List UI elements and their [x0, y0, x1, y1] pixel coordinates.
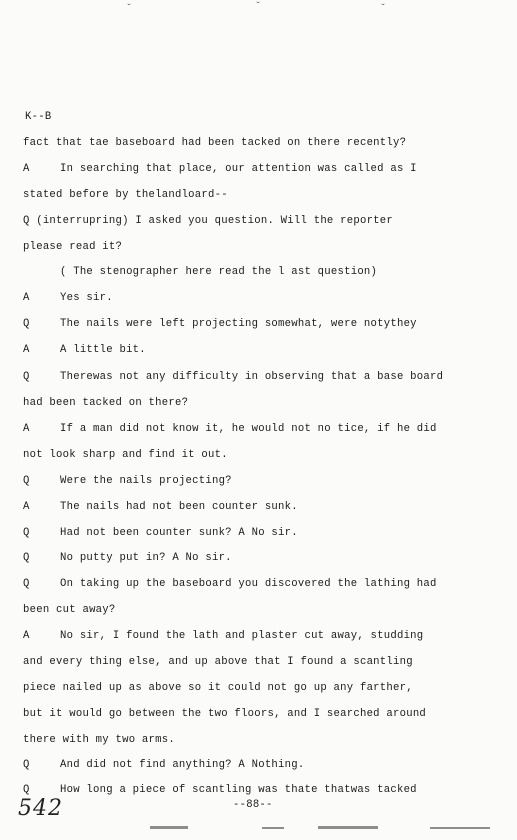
speaker-label: Q	[23, 318, 30, 330]
line-text: fact that tae baseboard had been tacked on there recently?	[23, 137, 407, 149]
speaker-label: A	[23, 292, 30, 304]
line-text: not look sharp and find it out.	[23, 449, 228, 461]
line-text: ( The stenographer here read the l ast question)	[60, 266, 378, 278]
speaker-label: A	[23, 501, 30, 513]
bottom-smudge	[262, 827, 284, 829]
line-text: Had not been counter sunk? A No sir.	[60, 527, 298, 539]
line-text: there with my two arms.	[23, 734, 175, 746]
line-text: piece nailed up as above so it could not go up any farther,	[23, 682, 413, 694]
speaker-label: Q	[23, 371, 30, 383]
line-text: If a man did not know it, he would not no tice, if he did	[60, 423, 437, 435]
line-text: Q (interrupring) I asked you question. Will the reporter	[23, 215, 394, 227]
line-text: Yes sir.	[60, 292, 113, 304]
top-smudge-right: ˇ	[380, 4, 387, 15]
line-text: The nails were left projecting somewhat, were notythey	[60, 318, 417, 330]
line-text: In searching that place, our attention was called as I	[60, 163, 417, 175]
line-text: On taking up the baseboard you discovered the lathing had	[60, 578, 437, 590]
bottom-smudge	[430, 827, 490, 829]
page-header-code: K--B	[25, 111, 52, 123]
line-text: had been tacked on there?	[23, 397, 189, 409]
page-number: --88--	[233, 799, 273, 811]
speaker-label: A	[23, 630, 30, 642]
line-text: And did not find anything? A Nothing.	[60, 759, 305, 771]
speaker-label: Q	[23, 552, 30, 564]
speaker-label: Q	[23, 784, 30, 796]
line-text: but it would go between the two floors, and I searched around	[23, 708, 427, 720]
line-text: No sir, I found the lath and plaster cut away, studding	[60, 630, 424, 642]
speaker-label: Q	[23, 475, 30, 487]
speaker-label: A	[23, 163, 30, 175]
line-text: How long a piece of scantling was thate thatwas tacked	[60, 784, 417, 796]
speaker-label: A	[23, 423, 30, 435]
top-smudge-center: ˇ	[255, 2, 262, 13]
top-smudge-left: ˇ	[126, 4, 133, 15]
speaker-label: Q	[23, 527, 30, 539]
line-text: No putty put in? A No sir.	[60, 552, 232, 564]
line-text: A little bit.	[60, 344, 146, 356]
speaker-label: Q	[23, 578, 30, 590]
line-text: Were the nails projecting?	[60, 475, 232, 487]
handwritten-page-number: 542	[18, 796, 63, 821]
speaker-label: A	[23, 344, 30, 356]
line-text: please read it?	[23, 241, 123, 253]
line-text: been cut away?	[23, 604, 116, 616]
line-text: stated before by thelandloard--	[23, 189, 228, 201]
bottom-smudge	[150, 826, 188, 829]
speaker-label: Q	[23, 759, 30, 771]
line-text: The nails had not been counter sunk.	[60, 501, 298, 513]
bottom-smudge	[318, 826, 378, 829]
line-text: Therewas not any difficulty in observing that a base board	[60, 371, 444, 383]
line-text: and every thing else, and up above that I found a scantling	[23, 656, 413, 668]
